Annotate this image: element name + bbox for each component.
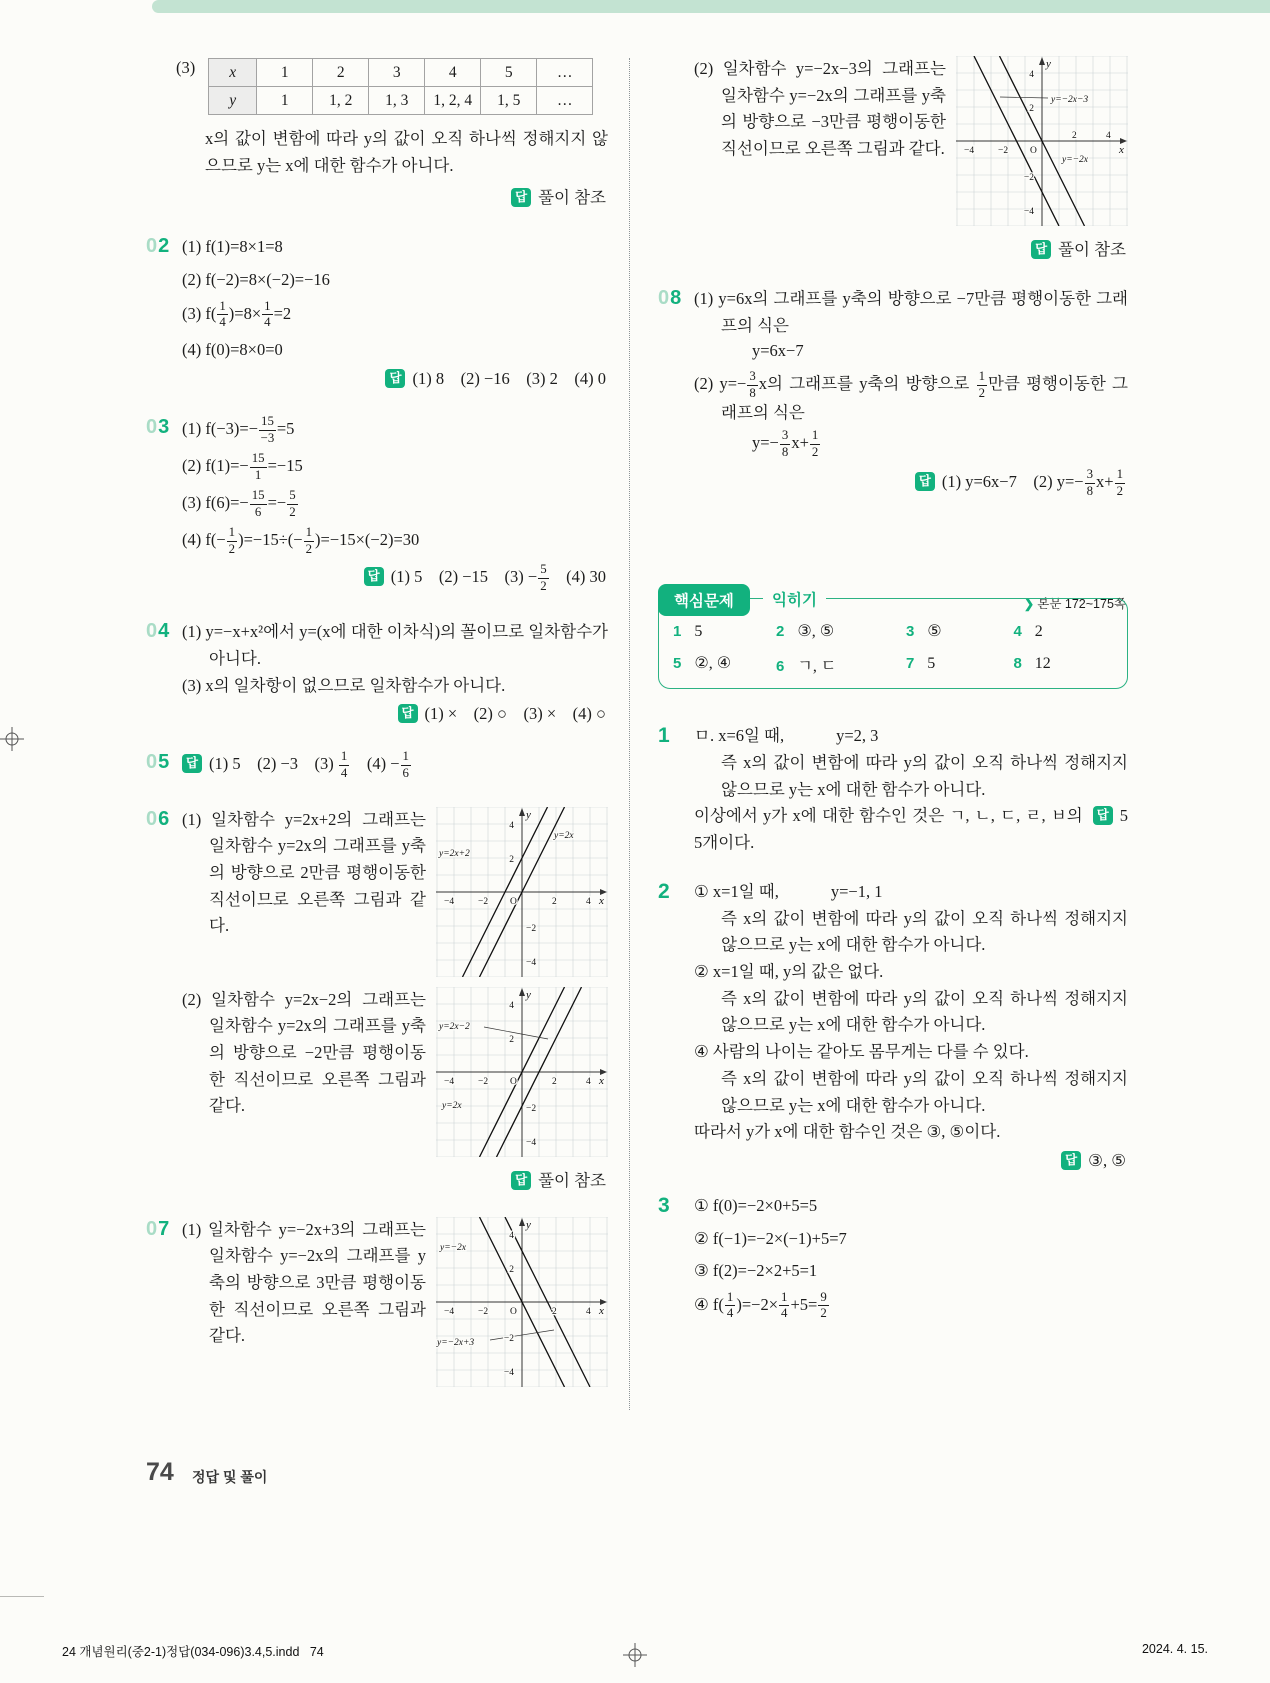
registration-mark-left (0, 726, 26, 752)
solution-text: (2) 일차함수 y=−2x−3의 그래프는 일차함수 y=−2x의 그래프를 y축의 방향으로 −3만큼 평행이동한 직선이므로 오른쪽 그림과 같다. (694, 59, 946, 159)
svg-text:2: 2 (509, 1034, 514, 1045)
answer-badge: 답 (182, 754, 202, 773)
solution-line: ② f(−1)=−2×(−1)+5=7 (694, 1228, 847, 1248)
solution-text: (2) 일차함수 y=2x−2의 그래프는 일차함수 y=2x의 그래프를 y축의 방향으로 −2만큼 평행이동한 직선이므로 오른쪽 그림과 같다. (182, 989, 426, 1116)
problem-number-digit: 3 (158, 416, 171, 439)
answer-text: (1) 8 (2) −16 (3) 2 (4) 0 (412, 369, 606, 389)
problem-number-digit: 7 (158, 1217, 171, 1240)
table-cell: 5 (481, 59, 537, 87)
solution-line: ③ f(2)=−2×2+5=1 (694, 1261, 818, 1281)
core-answer-number: 4 (1013, 623, 1022, 641)
problem-number (146, 415, 182, 593)
svg-text:O: O (510, 1076, 517, 1087)
solution-line: (3) f( $\frac{1}{4}$ )=8× $\frac{1}{4}$ =2 (182, 298, 292, 330)
table-cell: 3 (369, 59, 425, 87)
problem-number (146, 234, 182, 389)
solution-line: (2) y=− $\frac{3}{8}$ x의 그래프를 y축의 방향으로 $\frac{1}{2}$ 만큼 평행이동한 그래프의 식은 (694, 369, 1128, 423)
svg-text:O: O (1030, 146, 1037, 156)
answer-badge: 답 (398, 704, 418, 723)
table-row-block (146, 58, 608, 115)
core-answer-item (1013, 653, 1121, 676)
svg-text:y=2x−2: y=2x−2 (439, 1021, 470, 1032)
answer-line (694, 236, 1126, 260)
svg-text:−4: −4 (526, 1137, 537, 1148)
core-answers-panel (658, 592, 1128, 689)
problem-number (146, 750, 182, 780)
xy-value-table (208, 58, 593, 115)
reference-arrow-icon: ❯ (1023, 597, 1035, 612)
answer-line (146, 184, 606, 208)
table-row (209, 87, 593, 115)
core-answer-value: ②, ④ (694, 655, 732, 673)
svg-text:−2: −2 (478, 896, 489, 907)
table-cell: 4 (425, 59, 481, 87)
answer-badge: 답 (511, 1171, 531, 1190)
core-answer-item (673, 621, 776, 641)
svg-text:y: y (1046, 58, 1051, 70)
svg-text:y=−2x: y=−2x (1062, 155, 1089, 165)
svg-text:4: 4 (509, 820, 514, 831)
svg-text:2: 2 (552, 1306, 557, 1317)
answer-text: 풀이 참조 (538, 1170, 606, 1190)
answer-badge: 답 (915, 472, 935, 491)
problem-number-gutter (658, 56, 694, 260)
core-answer-number: 3 (905, 623, 915, 641)
svg-text:x: x (1119, 144, 1124, 156)
problem-body (182, 750, 608, 780)
core-subtitle: 익히기 (763, 588, 826, 610)
problem-body (694, 723, 1128, 857)
solution-item-3 (146, 58, 608, 208)
table-cell: 1 (257, 59, 313, 87)
equation-line: y=− $\frac{3}{8}$ x+ $\frac{1}{2}$ (752, 428, 819, 459)
problem-number-zero: 0 (146, 235, 159, 258)
solution-line: (2) f(−2)=8×(−2)=−16 (182, 270, 330, 289)
svg-text:−4: −4 (444, 896, 455, 907)
problem-body (182, 619, 608, 724)
problem-body (182, 415, 608, 593)
answer-line (694, 468, 1126, 498)
page-footer-label: 정답 및 풀이 (192, 1469, 268, 1485)
answer-badge: 답 (1093, 806, 1113, 825)
problem-number-zero: 0 (146, 1217, 159, 1240)
problem-body (694, 879, 1128, 1171)
svg-text:y: y (526, 1218, 531, 1231)
svg-text:2: 2 (509, 1264, 514, 1275)
core-answer-item (1013, 621, 1121, 641)
core-answer-value: 5 (694, 623, 703, 641)
core-answer-item (776, 653, 906, 676)
core-problems-box (658, 592, 1128, 689)
core-answer-number: 5 (673, 655, 682, 673)
core-answer-value: 5 (927, 655, 936, 673)
core-answer-item (906, 653, 1014, 676)
svg-text:−4: −4 (503, 1367, 514, 1378)
solution-line: (1) f(1)=8×1=8 (182, 237, 283, 257)
svg-text:−4: −4 (964, 146, 975, 156)
problem-number-zero: 0 (146, 416, 159, 439)
top-decoration-band (152, 0, 1270, 13)
core-answer-value: 12 (1034, 655, 1051, 673)
problem-number (146, 619, 182, 724)
svg-text:4: 4 (586, 896, 591, 907)
right-column (658, 50, 1128, 1328)
page-number: 74 (146, 1458, 174, 1486)
equation-line: y=6x−7 (752, 341, 804, 361)
core-answer-value: ③, ⑤ (797, 623, 835, 641)
core-answer-number: 8 (1013, 655, 1022, 673)
svg-text:2: 2 (552, 1076, 557, 1087)
solution-text: x의 값이 변함에 따라 y의 값이 오직 하나씩 정해지지 않으므로 y는 x에 대한 함수가 아니다. (205, 129, 608, 175)
table-cell: y (209, 87, 257, 115)
problem-number-digit: 8 (670, 287, 683, 309)
solution-line: ② x=1일 때, y의 값은 없다. (694, 962, 884, 981)
answer-line (694, 1151, 1126, 1171)
problem-3 (658, 1193, 1128, 1328)
table-cell: … (537, 87, 593, 115)
svg-text:4: 4 (509, 1000, 514, 1011)
svg-text:4: 4 (586, 1076, 591, 1087)
svg-text:y=2x: y=2x (442, 1100, 462, 1111)
problem-number: 3 (658, 1194, 671, 1218)
graph-y-equals-minus-2x-plus-3 (436, 1217, 608, 1387)
problem-number (146, 807, 182, 1191)
answer-line (182, 750, 608, 780)
solution-line (694, 723, 1128, 750)
svg-text:4: 4 (1106, 131, 1111, 141)
problem-number-zero: 0 (146, 807, 159, 830)
problem-body (694, 1193, 1128, 1328)
solution-line: (2) f(1)=− $\frac{15}{1}$ =−15 (182, 451, 303, 482)
svg-text:O: O (510, 896, 517, 907)
svg-text:y=−2x−3: y=−2x−3 (1051, 95, 1089, 105)
answer-badge: 답 (1031, 240, 1051, 259)
answer-line (182, 563, 606, 593)
core-answer-number: 2 (776, 623, 785, 641)
core-answer-value: ⑤ (927, 623, 942, 641)
svg-text:−2: −2 (478, 1306, 489, 1317)
solution-line: (4) f(0)=8×0=0 (182, 339, 283, 359)
svg-text:4: 4 (586, 1306, 591, 1317)
case-values: y=−1, 1 (830, 881, 883, 901)
problem-body (694, 286, 1128, 498)
solution-line: (4) f(− $\frac{1}{2}$ )=−15÷(− $\frac{1}{2}$ )=−15×(−2)=30 (182, 525, 420, 556)
problem-number-zero: 0 (146, 620, 159, 643)
core-title-ribbon: 핵심문제 (658, 584, 750, 616)
left-column (146, 50, 608, 1397)
core-answer-item (906, 621, 1014, 641)
answer-text: 풀이 참조 (538, 188, 606, 208)
table-cell: 2 (313, 59, 369, 87)
table-row (209, 59, 593, 87)
solution-text: 즉 x의 값이 변함에 따라 y의 값이 오직 하나씩 정해지지 않으므로 y는 x에 대한 함수가 아니다. (721, 1068, 1128, 1115)
solution-line (694, 879, 1128, 906)
svg-text:y=2x: y=2x (554, 830, 574, 841)
svg-text:y=−2x+3: y=−2x+3 (437, 1337, 475, 1348)
case-label: ① x=1일 때, (694, 881, 779, 901)
svg-text:2: 2 (509, 854, 514, 865)
core-answer-number: 1 (673, 623, 682, 641)
problem-07-continued (658, 56, 1128, 260)
problem-06 (146, 807, 608, 1191)
problem-body (182, 234, 608, 389)
answer-text: (1) × (2) ○ (3) × (4) ○ (424, 704, 606, 724)
answer-text: (1) 5 (2) −3 (3) $\frac{1}{4}$ (4) − $\frac{1}{6}$ (209, 749, 409, 780)
svg-text:x: x (599, 1074, 604, 1087)
problem-number: 2 (658, 879, 671, 903)
answer-badge: 답 (385, 369, 405, 388)
problem-body (694, 56, 1128, 260)
answer-badge: 답 (1061, 1151, 1081, 1170)
trim-mark (0, 1596, 44, 1597)
figure-row (694, 56, 1128, 226)
svg-text:−4: −4 (444, 1076, 455, 1087)
answer-line (182, 704, 606, 724)
answer-text: 풀이 참조 (1058, 240, 1126, 259)
problem-number-digit: 2 (158, 235, 171, 258)
svg-text:−2: −2 (503, 1333, 514, 1344)
table-cell: 1, 3 (369, 87, 425, 115)
solution-text: 즉 x의 값이 변함에 따라 y의 값이 오직 하나씩 정해지지 않으므로 y는 x에 대한 함수가 아니다. (721, 988, 1128, 1035)
answer-text: (1) 5 (2) −15 (3) − $\frac{5}{2}$ (4) 30 (390, 562, 606, 593)
graph-y-equals-2x-plus-2 (436, 807, 608, 977)
problem-number-digit: 4 (158, 620, 171, 643)
problem-07 (146, 1217, 608, 1397)
core-answer-number: 6 (776, 658, 785, 676)
problem-number-digit: 6 (158, 807, 171, 830)
core-answer-item (776, 621, 906, 641)
table-cell: 1, 5 (481, 87, 537, 115)
problem-number (146, 1217, 182, 1397)
answer-text: (1) y=6x−7 (2) y=− $\frac{3}{8}$ x+ $\frac{1}{2}$ (941, 467, 1123, 498)
core-answers-grid (673, 615, 1121, 676)
case-label: ㅁ. x=6일 때, (694, 726, 785, 746)
print-date: 2024. 4. 15. (1141, 1642, 1208, 1656)
reference-pages: 본문 172~175쪽 (1037, 597, 1126, 612)
answer-line (182, 1167, 606, 1191)
svg-text:−4: −4 (526, 957, 537, 968)
svg-text:−4: −4 (1023, 207, 1034, 217)
core-answer-item (673, 653, 776, 676)
solution-line: ① f(0)=−2×0+5=5 (694, 1196, 818, 1216)
svg-text:−2: −2 (526, 923, 537, 934)
table-cell: … (537, 59, 593, 87)
svg-text:y: y (526, 808, 531, 821)
column-divider (629, 58, 630, 1410)
solution-text: 답 5 이상에서 y가 x에 대한 함수인 것은 ㄱ, ㄴ, ㄷ, ㄹ, ㅂ의 5개이다. (694, 803, 1128, 856)
print-file-info: 24 개념원리(중2-1)정답(034-096)3.4,5.indd 74 (62, 1645, 324, 1659)
svg-text:−2: −2 (1023, 173, 1034, 183)
answer-badge: 답 (511, 188, 531, 207)
table-cell: 1 (257, 87, 313, 115)
svg-text:2: 2 (552, 896, 557, 907)
problem-02 (146, 234, 608, 389)
problem-number-zero: 0 (146, 751, 159, 774)
problem-08 (658, 286, 1128, 498)
svg-text:x: x (599, 894, 604, 907)
svg-text:−2: −2 (478, 1076, 489, 1087)
svg-text:y=−2x: y=−2x (440, 1242, 467, 1253)
table-cell: x (209, 59, 257, 87)
problem-number-zero: 0 (658, 287, 671, 309)
svg-text:4: 4 (509, 1230, 514, 1241)
solution-text: 즉 x의 값이 변함에 따라 y의 값이 오직 하나씩 정해지지 않으므로 y는 x에 대한 함수가 아니다. (721, 752, 1128, 799)
solution-text: (1) 일차함수 y=2x+2의 그래프는 일차함수 y=2x의 그래프를 y축의 방향으로 2만큼 평행이동한 직선이므로 오른쪽 그림과 같다. (182, 809, 426, 936)
answer-text: 5 (1119, 806, 1128, 826)
problem-2 (658, 879, 1128, 1171)
figure-row (182, 807, 608, 977)
solution-text: 즉 x의 값이 변함에 따라 y의 값이 오직 하나씩 정해지지 않으므로 y는 x에 대한 함수가 아니다. (721, 908, 1128, 955)
figure-row (182, 1217, 608, 1387)
graph-y-equals-2x-minus-2 (436, 987, 608, 1157)
solution-line: (3) f(6)=− $\frac{15}{6}$ =− $\frac{5}{2}$ (182, 488, 296, 519)
solution-text: 따라서 y가 x에 대한 함수인 것은 ③, ⑤이다. (694, 1122, 1001, 1142)
answer-text: ③, ⑤ (1088, 1151, 1126, 1171)
svg-text:x: x (599, 1304, 604, 1317)
answer-badge: 답 (364, 567, 384, 586)
problem-body (182, 807, 608, 1191)
problem-number-digit: 5 (158, 751, 171, 774)
case-values: y=2, 3 (836, 726, 879, 746)
problem-1 (658, 723, 1128, 857)
svg-text:−2: −2 (998, 146, 1009, 156)
core-answer-value: ㄱ, ㄷ (797, 658, 837, 676)
svg-text:2: 2 (1029, 104, 1034, 114)
problem-03 (146, 415, 608, 593)
inline-answer (1093, 803, 1128, 830)
svg-text:2: 2 (1072, 131, 1077, 141)
core-answer-value: 2 (1034, 623, 1043, 641)
table-cell: 1, 2 (313, 87, 369, 115)
solution-line: (1) f(−3)=− $\frac{15}{-3}$ =5 (182, 414, 295, 445)
solution-line: (1) y=6x의 그래프를 y축의 방향으로 −7만큼 평행이동한 그래프의 식은 (694, 289, 1128, 335)
problem-number (658, 286, 694, 498)
figure-row (182, 987, 608, 1157)
registration-mark-bottom (622, 1642, 648, 1668)
svg-text:O: O (510, 1306, 517, 1317)
solution-line: (3) x의 일차항이 없으므로 일차함수가 아니다. (182, 675, 506, 695)
core-answer-number: 7 (905, 655, 915, 673)
svg-text:y: y (526, 988, 531, 1001)
svg-text:−4: −4 (444, 1306, 455, 1317)
svg-text:y=2x+2: y=2x+2 (439, 848, 470, 859)
answer-line (182, 369, 606, 389)
problem-number: 1 (658, 724, 671, 748)
svg-text:4: 4 (1029, 70, 1034, 80)
item-label: (3) (176, 58, 196, 77)
problem-05 (146, 750, 608, 780)
svg-text:−2: −2 (526, 1103, 537, 1114)
solution-text: (1) 일차함수 y=−2x+3의 그래프는 일차함수 y=−2x의 그래프를 y축의 방향으로 3만큼 평행이동한 직선이므로 오른쪽 그림과 같다. (182, 1219, 426, 1346)
solution-line: ④ 사람의 나이는 같아도 몸무게는 다를 수 있다. (694, 1042, 1029, 1062)
problem-04 (146, 619, 608, 724)
graph-y-equals-minus-2x-minus-3 (956, 56, 1128, 226)
problem-body (182, 1217, 608, 1397)
solution-line: ④ f( $\frac{1}{4}$ )=−2× $\frac{1}{4}$ +5= $\frac{9}{2}$ (694, 1289, 827, 1321)
table-cell: 1, 2, 4 (425, 87, 481, 115)
solution-line: (1) y=−x+x²에서 y=(x에 대한 이차식)의 꼴이므로 일차함수가 아니다. (182, 622, 608, 669)
